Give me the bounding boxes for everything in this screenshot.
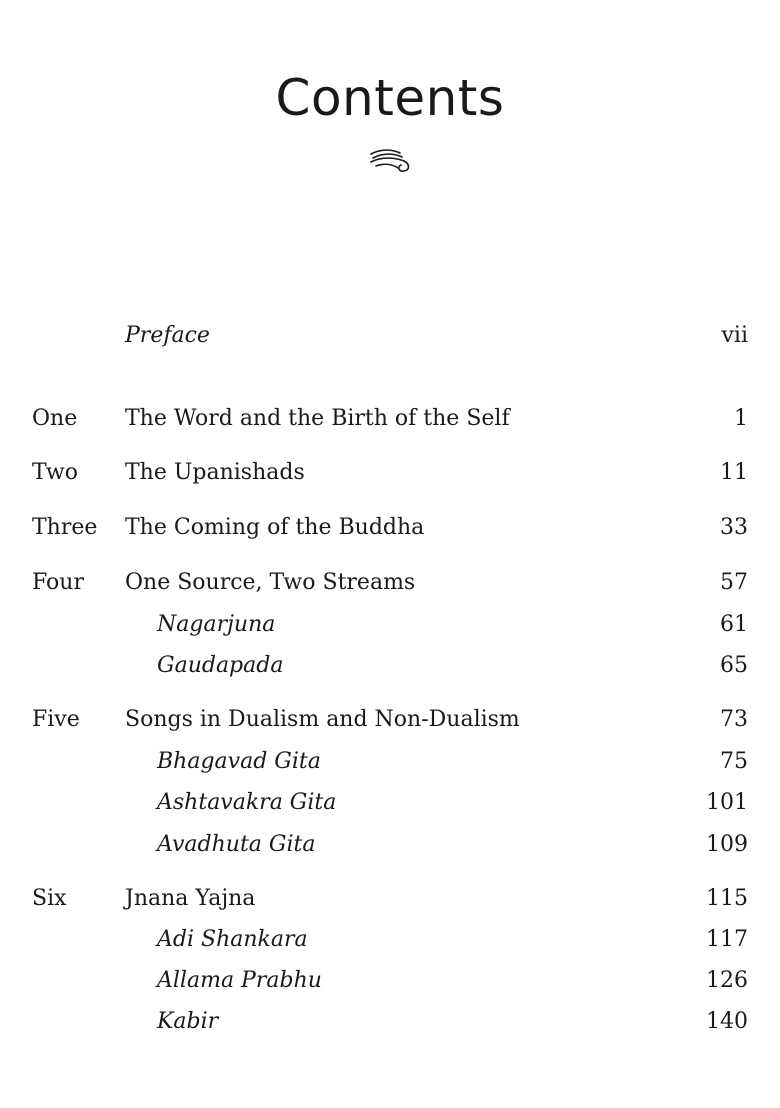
page-number: 75 xyxy=(720,749,748,774)
entry-title: The Word and the Birth of the Self xyxy=(125,406,510,431)
toc-row-preface xyxy=(0,321,780,351)
page-number: 126 xyxy=(706,968,748,993)
entry-title: Gaudapada xyxy=(157,653,284,678)
entry-title: Ashtavakra Gita xyxy=(157,790,337,815)
toc-row xyxy=(0,458,780,488)
chapter-label: One xyxy=(32,406,78,431)
page-number: 73 xyxy=(720,707,748,732)
page-number: 1 xyxy=(734,406,748,431)
page-number: 33 xyxy=(720,515,748,540)
page-number: 117 xyxy=(706,927,748,952)
toc-row xyxy=(0,513,780,543)
toc-subentry-row xyxy=(0,830,780,860)
entry-title: Bhagavad Gita xyxy=(157,749,321,774)
entry-title: The Upanishads xyxy=(125,460,305,485)
toc-subentry-row xyxy=(0,651,780,681)
chapter-label: Three xyxy=(32,515,98,540)
page-number: vii xyxy=(721,323,748,348)
entry-title: The Coming of the Buddha xyxy=(125,515,425,540)
page-number: 11 xyxy=(720,460,748,485)
chapter-label: Four xyxy=(32,570,84,595)
entry-title: Songs in Dualism and Non-Dualism xyxy=(125,707,520,732)
entry-title: Jnana Yajna xyxy=(125,886,256,911)
entry-title: One Source, Two Streams xyxy=(125,570,416,595)
entry-title: Kabir xyxy=(157,1009,219,1034)
page-number: 140 xyxy=(706,1009,748,1034)
toc-subentry-row xyxy=(0,1007,780,1037)
toc-row xyxy=(0,884,780,914)
entry-title: Avadhuta Gita xyxy=(157,832,316,857)
toc-subentry-row xyxy=(0,925,780,955)
page-number: 57 xyxy=(720,570,748,595)
toc-subentry-row xyxy=(0,788,780,818)
toc-subentry-row xyxy=(0,747,780,777)
toc-row xyxy=(0,705,780,735)
page-number: 61 xyxy=(720,612,748,637)
page-number: 65 xyxy=(720,653,748,678)
page-number: 115 xyxy=(706,886,748,911)
page-number: 101 xyxy=(706,790,748,815)
chapter-label: Six xyxy=(32,886,67,911)
toc-subentry-row xyxy=(0,610,780,640)
page-number: 109 xyxy=(706,832,748,857)
chapter-label: Five xyxy=(32,707,80,732)
toc-row xyxy=(0,404,780,434)
toc-row xyxy=(0,568,780,598)
flourish-ornament-icon xyxy=(368,146,412,174)
entry-title: Allama Prabhu xyxy=(157,968,322,993)
entry-title: Nagarjuna xyxy=(157,612,276,637)
entry-title: Preface xyxy=(125,323,210,348)
entry-title: Adi Shankara xyxy=(157,927,308,952)
page-title: Contents xyxy=(275,69,505,127)
toc-subentry-row xyxy=(0,966,780,996)
chapter-label: Two xyxy=(32,460,78,485)
